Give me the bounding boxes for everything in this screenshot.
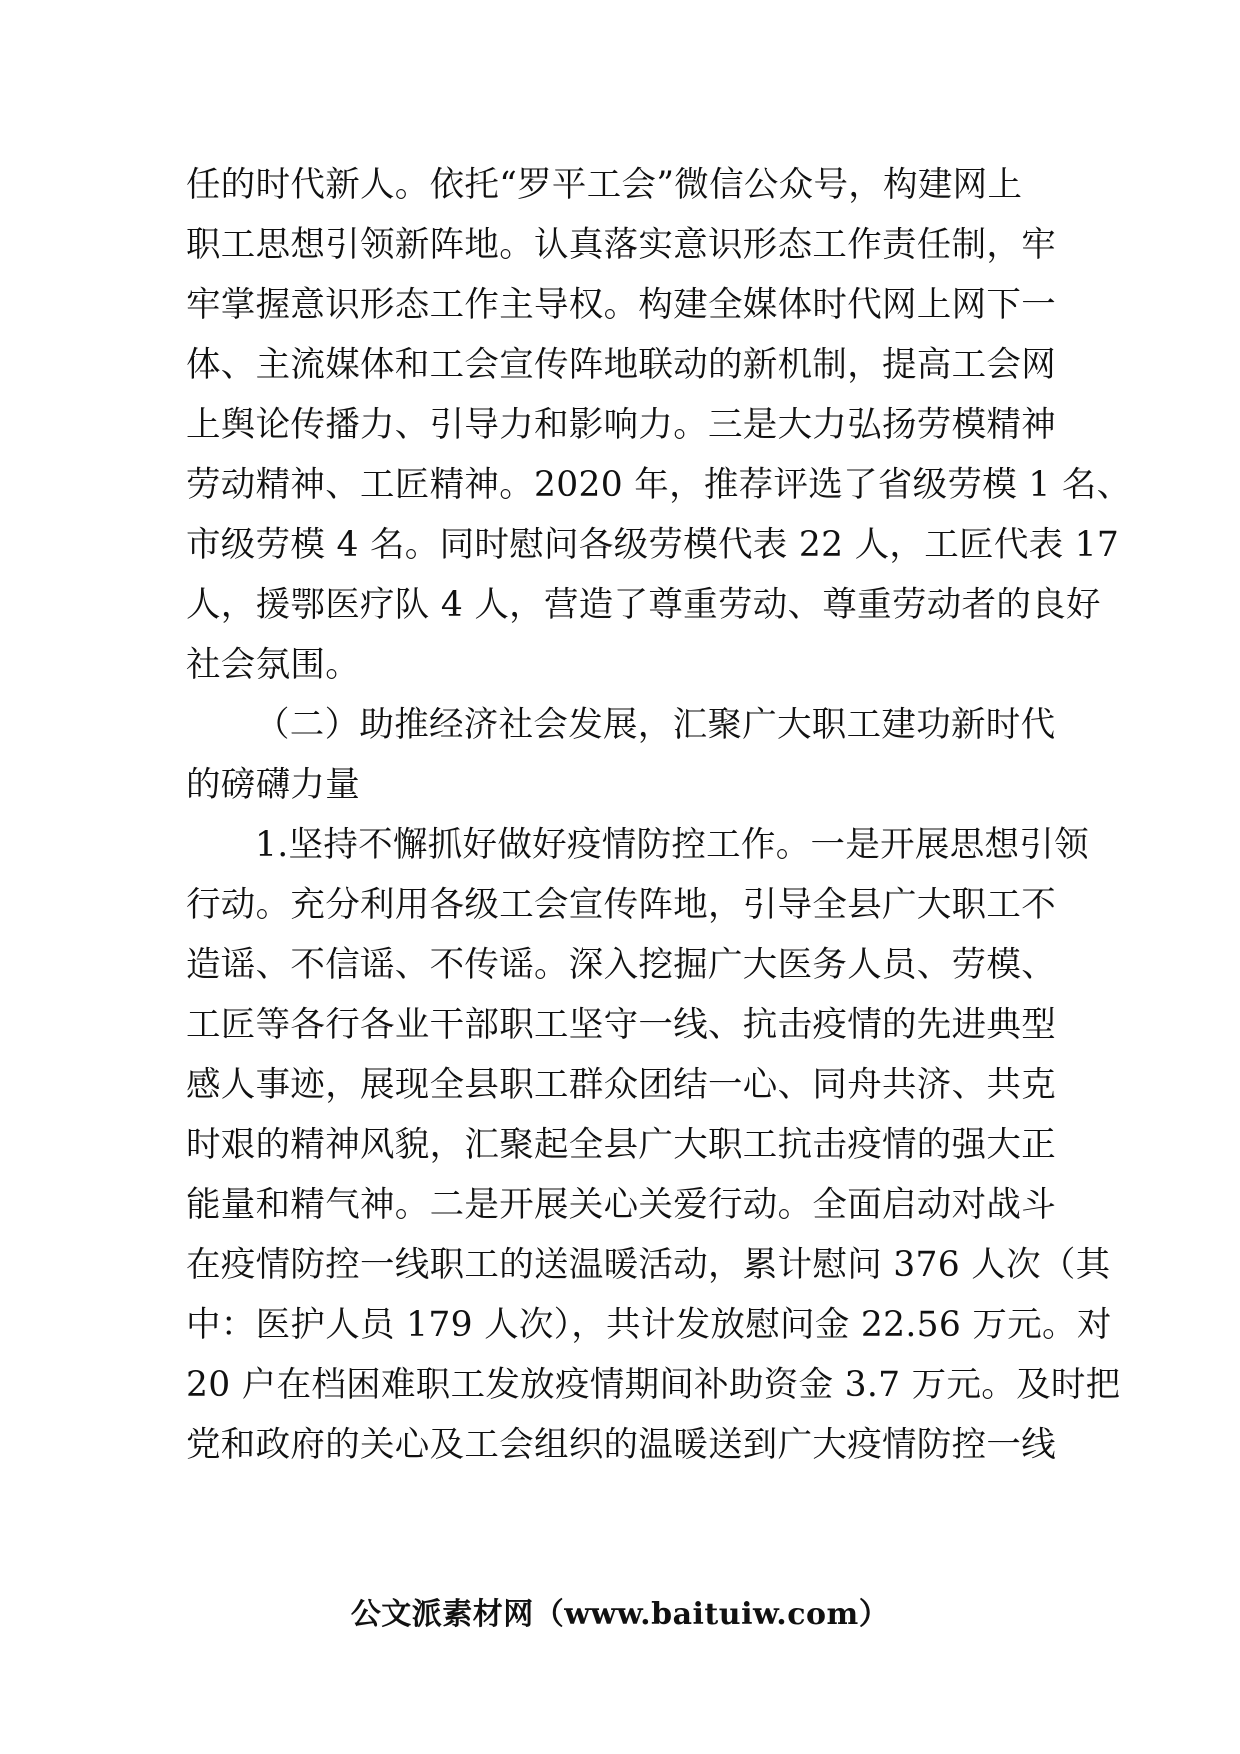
text-line: 党和政府的关心及工会组织的温暖送到广大疫情防控一线 — [186, 1425, 1056, 1465]
text-line: 中：医护人员 179 人次），共计发放慰问金 22.56 万元。对 — [186, 1305, 1112, 1345]
text-line: 社会氛围。 — [186, 645, 360, 685]
text-line: 人，援鄂医疗队 4 人，营造了尊重劳动、尊重劳动者的良好 — [186, 585, 1101, 625]
text-line: 职工思想引领新阵地。认真落实意识形态工作责任制，牢 — [186, 225, 1056, 265]
section-heading-continued: 的磅礴力量 — [186, 765, 360, 805]
text-line: 任的时代新人。依托“罗平工会”微信公众号，构建网上 — [186, 165, 1023, 205]
text-line: 能量和精气神。二是开展关心关爱行动。全面启动对战斗 — [186, 1185, 1056, 1225]
text-line: 1.坚持不懈抓好做好疫情防控工作。一是开展思想引领 — [255, 825, 1089, 865]
text-line: 20 户在档困难职工发放疫情期间补助资金 3.7 万元。及时把 — [186, 1365, 1121, 1405]
text-line: 上舆论传播力、引导力和影响力。三是大力弘扬劳模精神 — [186, 405, 1056, 445]
text-line: 工匠等各行各业干部职工坚守一线、抗击疫情的先进典型 — [186, 1005, 1056, 1045]
text-line: 行动。充分利用各级工会宣传阵地，引导全县广大职工不 — [186, 885, 1056, 925]
text-line: 体、主流媒体和工会宣传阵地联动的新机制，提高工会网 — [186, 345, 1056, 385]
text-line: 时艰的精神风貌，汇聚起全县广大职工抗击疫情的强大正 — [186, 1125, 1056, 1165]
text-line: 感人事迹，展现全县职工群众团结一心、同舟共济、共克 — [186, 1065, 1056, 1105]
section-heading: （二）助推经济社会发展，汇聚广大职工建功新时代 — [255, 705, 1056, 745]
text-line: 在疫情防控一线职工的送温暖活动，累计慰问 376 人次（其 — [186, 1245, 1111, 1285]
text-line: 牢掌握意识形态工作主导权。构建全媒体时代网上网下一 — [186, 285, 1056, 325]
text-line: 造谣、不信谣、不传谣。深入挖掘广大医务人员、劳模、 — [186, 945, 1056, 985]
footer-watermark: 公文派素材网（www.baituiw.com） — [350, 1597, 890, 1632]
text-line: 劳动精神、工匠精神。2020 年，推荐评选了省级劳模 1 名、 — [186, 465, 1132, 505]
text-line: 市级劳模 4 名。同时慰问各级劳模代表 22 人，工匠代表 17 — [186, 525, 1120, 565]
